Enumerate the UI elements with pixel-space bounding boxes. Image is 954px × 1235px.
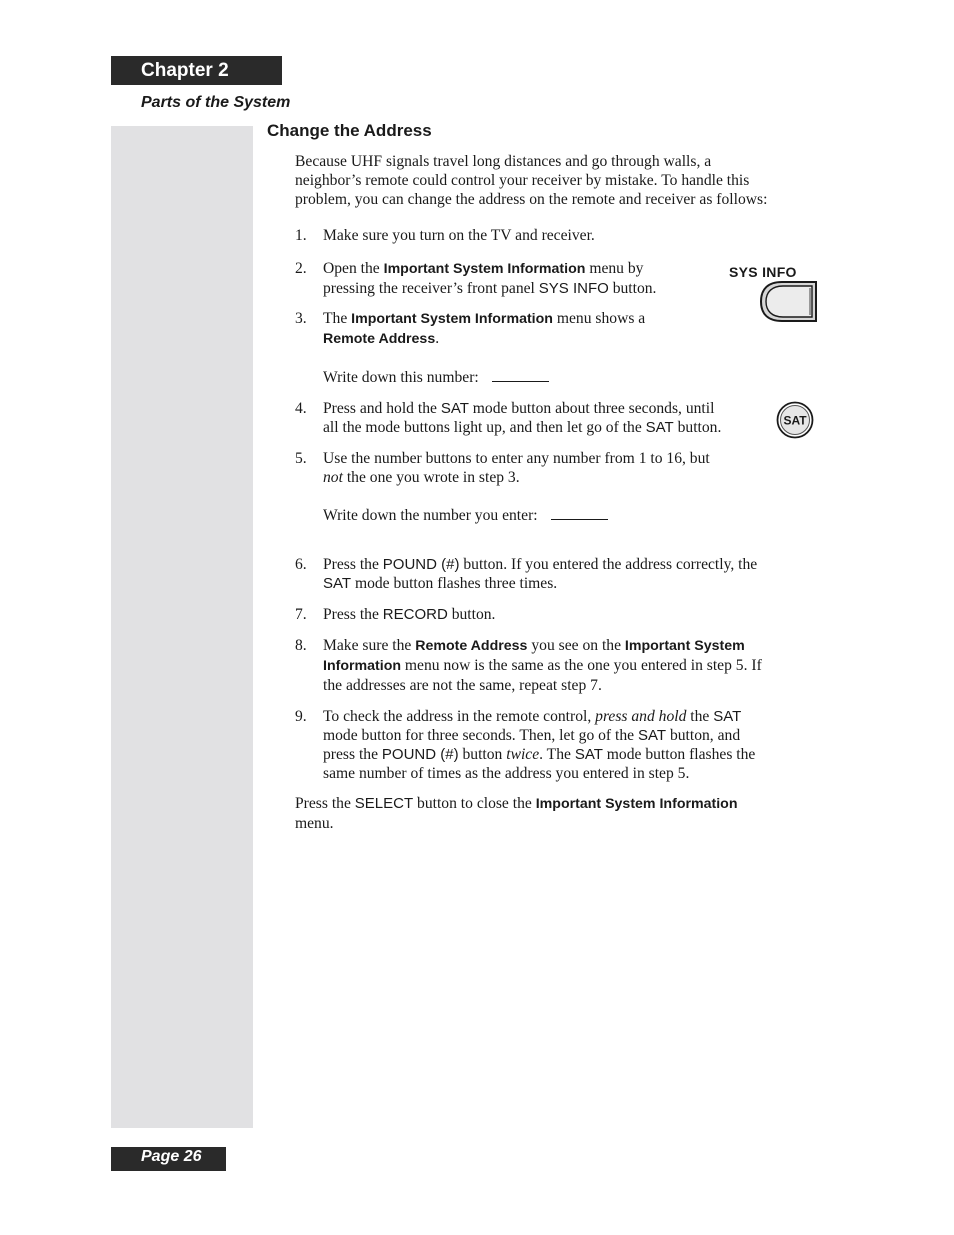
step-line bbox=[323, 399, 823, 418]
field-name: Remote Address bbox=[323, 331, 436, 347]
button-name: SAT bbox=[713, 708, 742, 725]
blank-line bbox=[492, 367, 549, 382]
step-1 bbox=[295, 226, 823, 245]
text-span: menu by bbox=[585, 260, 644, 277]
menu-name: Information bbox=[323, 658, 402, 674]
step-7 bbox=[295, 605, 823, 624]
step-line bbox=[323, 605, 823, 624]
step-line: same number of times as the address you entered in step 5. bbox=[323, 765, 690, 782]
intro-line: problem, you can change the address on the remote and receiver as follows: bbox=[295, 191, 768, 208]
sat-button-icon bbox=[776, 400, 816, 440]
text-span: button. bbox=[608, 280, 657, 297]
sys-info-label: SYS INFO bbox=[729, 264, 797, 280]
step-line bbox=[323, 636, 823, 656]
text-span: button. bbox=[673, 419, 722, 436]
text-span: the one you wrote in step 3. bbox=[342, 469, 520, 486]
step-line bbox=[323, 329, 823, 349]
text-span: all the mode buttons light up, and then let go of the bbox=[323, 419, 646, 436]
sidebar-panel bbox=[111, 126, 253, 1128]
step-number: 4. bbox=[295, 400, 307, 417]
intro-line: neighbor’s remote could control your receiver by mistake. To handle this bbox=[295, 172, 750, 189]
step-line bbox=[323, 707, 823, 726]
blank-line bbox=[551, 505, 608, 520]
button-name: POUND (#) bbox=[382, 556, 460, 573]
step-number: 7. bbox=[295, 606, 307, 623]
text-span: . The bbox=[539, 746, 575, 763]
sys-info-button-icon bbox=[758, 280, 820, 324]
closing-paragraph bbox=[295, 794, 823, 833]
step-line bbox=[323, 468, 823, 487]
step-8 bbox=[295, 636, 823, 695]
emphasis: not bbox=[323, 469, 343, 486]
step-number: 5. bbox=[295, 450, 307, 467]
step-9 bbox=[295, 707, 823, 783]
button-name: POUND (#) bbox=[381, 746, 459, 763]
step-3 bbox=[295, 309, 823, 387]
write-down-line bbox=[323, 367, 823, 387]
text-span: menu now is the same as the one you entered in step 5. If bbox=[401, 657, 762, 674]
step-line bbox=[323, 745, 823, 764]
menu-name: Important System bbox=[624, 638, 745, 654]
page-heading: Change the Address bbox=[267, 121, 432, 140]
step-number: 6. bbox=[295, 556, 307, 573]
text-span: menu shows a bbox=[552, 310, 646, 327]
text-span: button to close the bbox=[413, 795, 536, 812]
step-line bbox=[323, 555, 823, 574]
button-name: SELECT bbox=[354, 795, 414, 812]
text-span: press the bbox=[323, 746, 382, 763]
write-down-line bbox=[323, 505, 823, 525]
button-name: SAT bbox=[637, 727, 667, 744]
text-span: To check the address in the remote control, bbox=[323, 708, 596, 725]
text-span: you see on the bbox=[527, 637, 625, 654]
step-line bbox=[323, 574, 823, 593]
emphasis: press and hold bbox=[595, 708, 687, 725]
button-name: SAT bbox=[574, 746, 603, 763]
text-span: mode button flashes the bbox=[602, 746, 756, 763]
step-6 bbox=[295, 555, 823, 593]
text-span: Press the bbox=[295, 795, 355, 812]
step-5 bbox=[295, 449, 823, 525]
menu-name: Important System Information bbox=[535, 796, 738, 812]
text-span: . bbox=[435, 330, 440, 347]
text-span: mode button about three seconds, until bbox=[468, 400, 715, 417]
sat-button-label: SAT bbox=[783, 413, 807, 428]
menu-name: Important System Information bbox=[351, 311, 553, 327]
chapter-label: Chapter 2 bbox=[111, 56, 282, 85]
text-span: the bbox=[686, 708, 714, 725]
text-span: Make sure the bbox=[323, 637, 416, 654]
closing-line: menu. bbox=[295, 815, 334, 832]
step-line: the addresses are not the same, repeat step 7. bbox=[323, 677, 602, 694]
menu-name: Important System Information bbox=[383, 261, 586, 277]
main-content bbox=[295, 152, 823, 833]
text-span: button bbox=[458, 746, 507, 763]
step-number: 8. bbox=[295, 637, 307, 654]
intro-paragraph bbox=[295, 152, 823, 209]
step-line bbox=[323, 656, 823, 676]
text-span: mode button flashes three times. bbox=[351, 575, 558, 592]
emphasis: twice bbox=[506, 746, 540, 763]
button-name: SAT bbox=[323, 575, 352, 592]
step-4 bbox=[295, 399, 823, 437]
text-span: Press the bbox=[323, 556, 383, 573]
button-name: SAT bbox=[440, 400, 469, 417]
button-name: RECORD bbox=[382, 606, 448, 623]
intro-line: Because UHF signals travel long distances and go through walls, a bbox=[295, 153, 712, 170]
text-span: Press the bbox=[323, 606, 383, 623]
text-span: Write down this number: bbox=[323, 369, 479, 386]
page-number: Page 26 bbox=[111, 1147, 226, 1171]
text-span: pressing the receiver’s front panel bbox=[323, 280, 539, 297]
text-span: Press and hold the bbox=[323, 400, 441, 417]
step-line bbox=[323, 279, 823, 298]
text-span: mode button for three seconds. Then, let go of the bbox=[323, 727, 638, 744]
step-number: 3. bbox=[295, 310, 307, 327]
text-span: Write down the number you enter: bbox=[323, 507, 538, 524]
text-span: The bbox=[323, 310, 352, 327]
step-number: 1. bbox=[295, 227, 307, 244]
step-number: 2. bbox=[295, 260, 307, 277]
step-line bbox=[323, 309, 823, 329]
section-title: Parts of the System bbox=[141, 94, 291, 111]
text-span: button. bbox=[447, 606, 496, 623]
step-line bbox=[323, 418, 823, 437]
step-text: Make sure you turn on the TV and receiver. bbox=[323, 227, 595, 244]
step-number: 9. bbox=[295, 708, 307, 725]
field-name: Remote Address bbox=[415, 638, 528, 654]
text-span: button. If you entered the address correctly, the bbox=[459, 556, 758, 573]
button-name: SAT bbox=[645, 419, 674, 436]
closing-line bbox=[295, 794, 823, 814]
step-line bbox=[323, 726, 823, 745]
button-name: SYS INFO bbox=[538, 280, 609, 297]
step-line: Use the number buttons to enter any number from 1 to 16, but bbox=[323, 450, 710, 467]
text-span: button, and bbox=[666, 727, 741, 744]
text-span: Open the bbox=[323, 260, 384, 277]
